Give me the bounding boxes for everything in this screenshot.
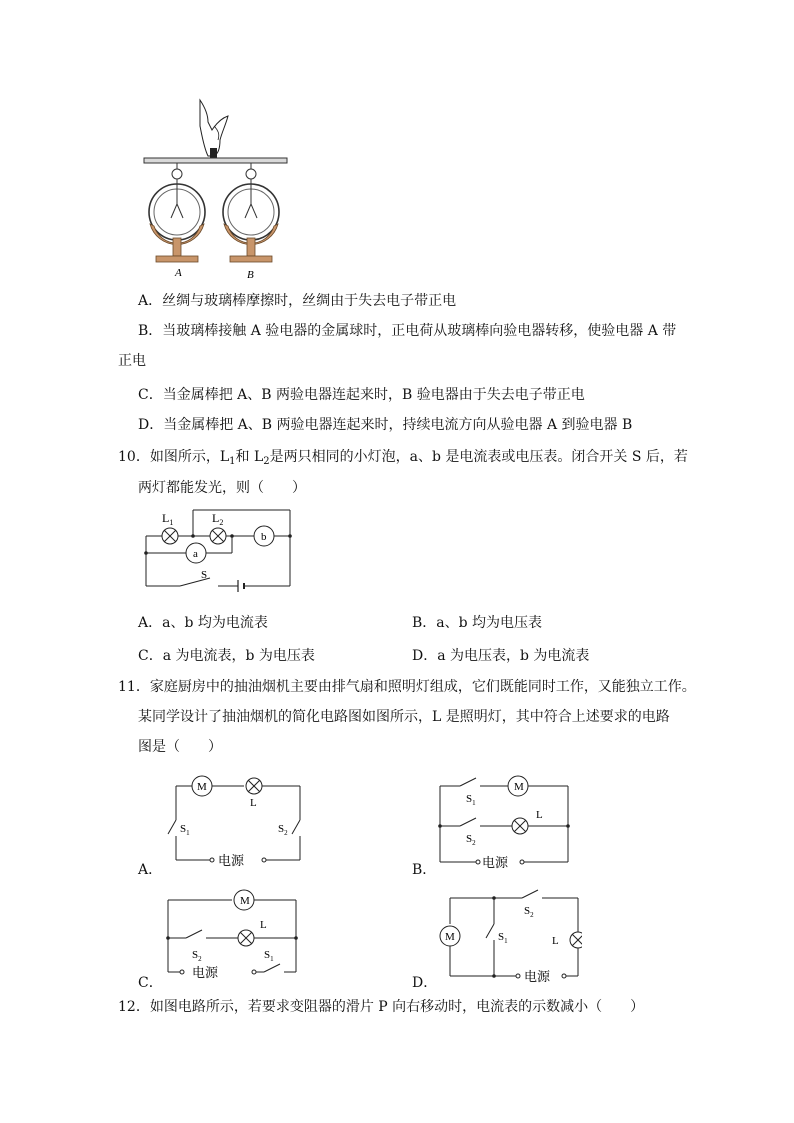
q11-option-c-label: C． — [138, 975, 163, 991]
q9-option-a: A．丝绸与玻璃棒摩擦时，丝绸由于失去电子带正电 — [138, 293, 457, 309]
q9-option-b-line2: 正电 — [118, 353, 146, 369]
meter-a-icon: a — [193, 548, 198, 560]
q9-option-c: C．当金属棒把 A、B 两验电器连起来时，B 验电器由于失去电子带正电 — [138, 387, 585, 403]
q11-stem-line3: 图是（ ） — [138, 739, 222, 755]
q10-circuit-diagram — [138, 506, 298, 596]
motor-icon: M — [445, 931, 455, 943]
power-label: 电源 — [482, 855, 509, 870]
lamp-label: L — [260, 919, 267, 931]
q10-switch-label: S — [201, 569, 208, 581]
q9-option-b-line1: B．当玻璃棒接触 A 验电器的金属球时，正电荷从玻璃棒向验电器转移，使验电器 A 带 — [138, 323, 677, 339]
q11-option-b-label: B． — [412, 862, 437, 878]
q11-stem-line1: 11．家庭厨房中的抽油烟机主要由排气扇和照明灯组成，它们既能同时工作，又能独立工作。 — [118, 679, 696, 695]
switch-s2-label: $S_2$ — [524, 905, 534, 919]
q11-circuit-d — [432, 884, 582, 984]
switch-s1-label: $S_1$ — [264, 949, 274, 963]
metal-rod — [144, 158, 287, 163]
switch-s2-label: $S_2$ — [466, 833, 476, 847]
q11-stem-line2: 某同学设计了抽油烟机的简化电路图如图所示，L 是照明灯，其中符合上述要求的电路 — [138, 709, 670, 725]
q12-stem-line1: 12．如图电路所示，若要求变阻器的滑片 P 向右移动时，电流表的示数减小（ ） — [118, 999, 645, 1015]
hand-icon — [200, 100, 228, 156]
power-label: 电源 — [524, 969, 551, 984]
q10-number: 10．如图所示，L — [118, 449, 230, 465]
q11-option-a-label: A． — [138, 862, 163, 878]
meter-b-icon: b — [261, 531, 267, 543]
q9-option-d: D．当金属棒把 A、B 两验电器连起来时，持续电流方向从验电器 A 到验电器 B — [138, 417, 633, 433]
q10-option-c: C．a 为电流表，b 为电压表 — [138, 648, 315, 664]
motor-icon: M — [240, 895, 250, 907]
label-a: A — [175, 267, 182, 279]
switch-s2-label: $S_2$ — [278, 823, 288, 837]
electroscope-b — [223, 163, 279, 281]
q10-option-a: A．a、b 均为电流表 — [138, 615, 268, 631]
switch-s1-label: $S_1$ — [466, 793, 476, 807]
q10-l2-label: $L_2$ — [212, 511, 224, 527]
q10-option-b: B．a、b 均为电压表 — [412, 615, 543, 631]
power-label: 电源 — [192, 965, 219, 980]
switch-s1-label: $S_1$ — [180, 823, 190, 837]
lamp-label: L — [536, 809, 543, 821]
switch-s1-label: $S_1$ — [498, 931, 508, 945]
q11-circuit-b — [432, 770, 582, 870]
electroscope-figure — [138, 96, 298, 282]
q10-stem-line1: 10．如图所示，$L_1$和 $L_2$是两只相同的小灯泡，a、b 是电流表或电压表。闭合开关 S 后，若 — [118, 449, 688, 467]
electroscope-a — [149, 163, 205, 279]
motor-icon: M — [197, 781, 207, 793]
lamp-label: L — [250, 797, 257, 809]
q11-circuit-a — [160, 770, 310, 870]
q11-circuit-c — [160, 884, 310, 984]
q10-l1-label: $L_1$ — [162, 511, 174, 527]
motor-icon: M — [514, 781, 524, 793]
power-label: 电源 — [218, 853, 245, 868]
q10-option-d: D．a 为电压表，b 为电流表 — [412, 648, 590, 664]
switch-s2-label: $S_2$ — [192, 949, 202, 963]
lamp-label: L — [552, 935, 559, 947]
q11-option-d-label: D． — [412, 975, 438, 991]
label-b: B — [247, 269, 254, 281]
q10-stem-line2: 两灯都能发光，则（ ） — [138, 480, 306, 496]
